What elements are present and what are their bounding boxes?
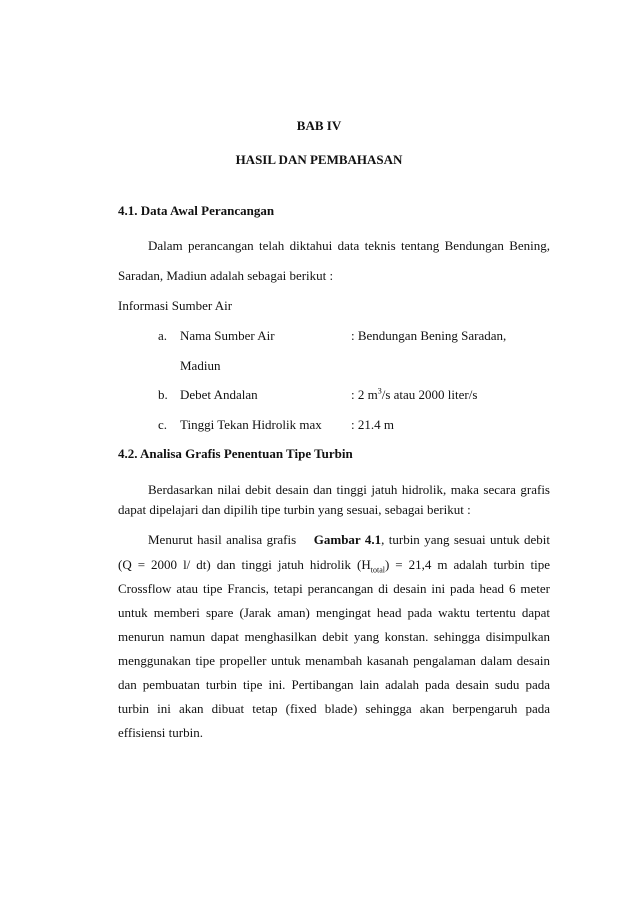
intro-line-2: Saradan, Madiun adalah sebagai berikut : (118, 268, 334, 283)
item-a-marker: a. (158, 328, 168, 343)
item-c-marker: c. (158, 417, 168, 432)
para2-line-8: turbin ini akan dibuat tetap (fixed blade) sehingga akan berpengaruh pada (118, 701, 550, 716)
para2-line-3: Crossflow atau tipe Francis, tetapi perancangan di desain ini pada head 6 meter (118, 581, 550, 596)
para2-line-9: effisiensi turbin. (118, 725, 203, 740)
item-b-value: : 2 $m^3/s$ atau 2000 liter/s (351, 386, 478, 402)
section-4-2-heading: 4.2. Analisa Grafis Penentuan Tipe Turbin (118, 446, 353, 461)
intro-line-1: Dalam perancangan telah diktahui data teknis tentang Bendungan Bening, (148, 238, 550, 253)
figure-reference: Gambar 4.1 (313, 532, 382, 547)
chapter-title: HASIL DAN PEMBAHASAN (235, 152, 403, 167)
item-c-value: : 21.4 m (351, 417, 394, 432)
item-b-label: Debet Andalan (180, 387, 258, 402)
item-a-label: Nama Sumber Air (180, 328, 275, 343)
info-heading: Informasi Sumber Air (118, 298, 233, 313)
para2-line-2: (Q = 2000 l/ dt) dan tinggi jatuh hidrolik $(H_{total}) = 21,4$ m adalah turbin tipe (118, 557, 550, 575)
section-4-1-heading: 4.1. Data Awal Perancangan (118, 203, 275, 218)
para2-line-5: menurun namun dapat menghasilkan debit yang konstan. sehingga disimpulkan (118, 629, 550, 644)
item-b-marker: b. (158, 387, 168, 402)
chapter-label: BAB IV (296, 118, 342, 133)
item-a-value: : Bendungan Bening Saradan, (351, 328, 507, 343)
para1-line-2: dapat dipelajari dan dipilih tipe turbin yang sesuai, sebagai berikut : (118, 502, 471, 517)
para2-line-6: menggunakan tipe propeller untuk menambah kasanah pengalaman dalam desain (118, 653, 550, 668)
item-c-label: Tinggi Tekan Hidrolik max (180, 417, 322, 432)
para2-line-7: dan pembuatan turbin tipe ini. Pertibangan lain adalah pada desain sudu pada (118, 677, 550, 692)
para1-line-1: Berdasarkan nilai debit desain dan tinggi jatuh hidrolik, maka secara grafis (148, 482, 550, 497)
para2-line-1: Menurut hasil analisa grafis Gambar 4.1, turbin yang sesuai untuk debit (148, 532, 551, 547)
para2-line-4: untuk memberi spare (Jarak aman) mengingat head pada waktu tertentu dapat (118, 605, 550, 620)
item-a-value-cont: Madiun (180, 358, 221, 373)
